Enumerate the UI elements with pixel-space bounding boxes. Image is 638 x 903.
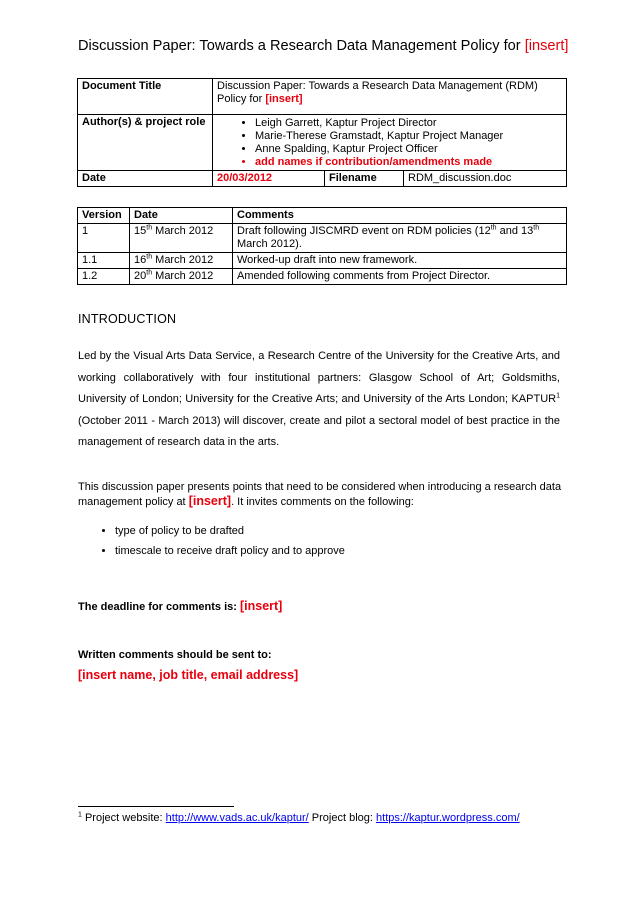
- version-history-table: [77, 207, 567, 285]
- authors-list: [217, 117, 562, 169]
- filename-label: Filename: [325, 171, 404, 187]
- comment-cell: Amended following comments from Project Director.: [233, 269, 567, 285]
- date-cell: [130, 269, 233, 285]
- version-cell: 1.2: [78, 269, 130, 285]
- date-sup: th: [146, 224, 153, 232]
- introduction-paragraph: [78, 346, 560, 454]
- doc-title-value-text: Discussion Paper: Towards a Research Data Management (RDM) Policy for: [217, 80, 538, 105]
- comment-part: March 2012).: [237, 238, 302, 250]
- paragraph-insert: [insert]: [188, 493, 232, 508]
- author-item: • Marie-Therese Gramstadt, Kaptur Project Manager: [255, 130, 562, 143]
- authors-note: • add names if contribution/amendments made: [255, 156, 562, 169]
- meta-row-date: [78, 171, 567, 187]
- date-day: 15: [134, 225, 147, 237]
- date-cell: [130, 253, 233, 269]
- comment-cell: Worked-up draft into new framework.: [233, 253, 567, 269]
- doc-title-value: [213, 79, 567, 115]
- deadline-insert: [insert]: [239, 599, 283, 613]
- version-cell: 1: [78, 224, 130, 253]
- date-rest: March 2012: [152, 254, 214, 266]
- filename-value: RDM_discussion.doc: [404, 171, 567, 187]
- footnote-divider: [78, 806, 234, 807]
- footnote-text: Project website:: [81, 812, 166, 824]
- meta-row-authors: [78, 115, 567, 171]
- version-cell: 1.1: [78, 253, 130, 269]
- comment-part: Draft following JISCMRD event on RDM policies (12: [237, 225, 491, 237]
- page-title-text: Discussion Paper: Towards a Research Data Management Policy for: [78, 38, 521, 54]
- doc-title-insert: [insert]: [265, 93, 303, 105]
- date-header: Date: [130, 208, 233, 224]
- comment-sup: th: [490, 224, 497, 232]
- date-sup: th: [146, 253, 153, 261]
- introduction-heading: INTRODUCTION: [78, 312, 177, 326]
- written-comments-insert: [insert name, job title, email address]: [78, 668, 299, 682]
- meta-row-title: [78, 79, 567, 115]
- date-sup: th: [146, 269, 153, 277]
- table-row: [78, 269, 567, 285]
- paragraph-text: . It invites comments on the following:: [231, 495, 414, 508]
- document-meta-table: [77, 78, 567, 187]
- footnote-number: 1: [78, 811, 82, 819]
- comment-topics-list: [78, 525, 345, 565]
- list-item: • timescale to receive draft policy and to approve: [115, 545, 345, 558]
- list-item: • type of policy to be drafted: [115, 525, 345, 538]
- date-day: 16: [134, 254, 147, 266]
- deadline-label: The deadline for comments is:: [78, 601, 237, 613]
- table-row: [78, 224, 567, 253]
- authors-cell: [213, 115, 567, 171]
- author-item: • Anne Spalding, Kaptur Project Officer: [255, 143, 562, 156]
- date-label: Date: [78, 171, 213, 187]
- deadline-line: [78, 599, 282, 613]
- author-item: • Leigh Garrett, Kaptur Project Director: [255, 117, 562, 130]
- paragraph-text: This discussion paper presents points that need to be considered when introducing a research data management policy at: [78, 481, 562, 508]
- date-day: 20: [134, 270, 147, 282]
- version-header: Version: [78, 208, 130, 224]
- date-value: 20/03/2012: [213, 171, 325, 187]
- date-rest: March 2012: [152, 270, 214, 282]
- authors-label: Author(s) & project role: [78, 115, 213, 171]
- paragraph-text: (October 2011 - March 2013) will discover, create and pilot a sectoral model of best practice in the management of research data in the arts.: [78, 414, 560, 449]
- project-blog-link[interactable]: https://kaptur.wordpress.com/: [376, 812, 520, 824]
- version-header-row: [78, 208, 567, 224]
- comment-part: and 13: [496, 225, 534, 237]
- comments-header: Comments: [233, 208, 567, 224]
- paragraph-text: Led by the Visual Arts Data Service, a Research Centre of the University for the Creative Arts, and working collaboratively with four institutional partners: Glasgow School of Art; Goldsmiths, University of London; University for the Creative Arts; and University of the Arts London; KAPTUR: [78, 350, 560, 406]
- page-title: [78, 38, 578, 54]
- doc-title-label: Document Title: [78, 79, 213, 115]
- comment-cell: [233, 224, 567, 253]
- footnote: [78, 812, 520, 824]
- table-row: [78, 253, 567, 269]
- footnote-ref: 1: [556, 392, 560, 400]
- footnote-text: Project blog:: [308, 812, 377, 824]
- page-title-insert: [insert]: [524, 38, 569, 54]
- discussion-paragraph: [78, 481, 568, 509]
- project-website-link[interactable]: http://www.vads.ac.uk/kaptur/: [165, 812, 309, 824]
- date-cell: [130, 224, 233, 253]
- date-rest: March 2012: [152, 225, 214, 237]
- written-comments-label: Written comments should be sent to:: [78, 649, 272, 661]
- comment-sup: th: [533, 224, 540, 232]
